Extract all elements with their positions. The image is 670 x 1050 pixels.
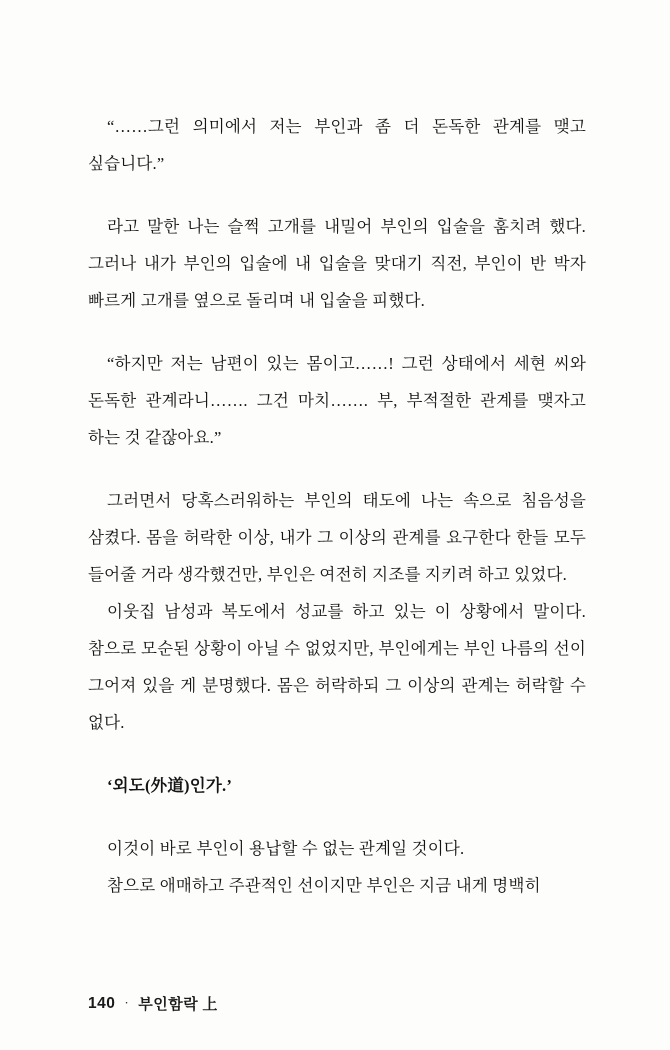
page-body-text (88, 108, 586, 904)
paragraph-inner-monologue: ‘외도(外道)인가.’ (106, 776, 233, 795)
paragraph-narration-5: 참으로 애매하고 주관적인 선이지만 부인은 지금 내게 명백히 (106, 876, 541, 895)
book-title: 부인함락 上 (138, 997, 218, 1013)
paragraph-dialogue-2: “하지만 저는 남편이 있는 몸이고……! 그런 상태에서 세현 씨와 돈독한 관계라니……. 그건 마치……. 부, 부적절한 관계를 맺자고 하는 것 같잖아요.” (88, 354, 586, 447)
page-footer (88, 993, 218, 1014)
paragraph-narration-1: 라고 말한 나는 슬쩍 고개를 내밀어 부인의 입술을 훔치려 했다. 그러나 내가 부인의 입술에 내 입술을 맞대기 직전, 부인이 반 박자 빠르게 고개를 옆으로 돌리며 내 입술을 피했다. (88, 217, 586, 310)
page-number: 140 (88, 994, 116, 1012)
footer-separator: · (124, 995, 130, 1010)
paragraph-narration-2: 그러면서 당혹스러워하는 부인의 태도에 나는 속으로 침음성을 삼켰다. 몸을 허락한 이상, 내가 그 이상의 관계를 요구한다 한들 모두 들어줄 거라 생각했건만, 부인은 여전히 지조를 지키려 하고 있었다. (88, 491, 586, 584)
paragraph-dialogue-1: “……그런 의미에서 저는 부인과 좀 더 돈독한 관계를 맺고 싶습니다.” (88, 117, 586, 173)
paragraph-narration-4: 이것이 바로 부인이 용납할 수 없는 관계일 것이다. (106, 839, 465, 858)
paragraph-narration-3: 이웃집 남성과 복도에서 성교를 하고 있는 이 상황에서 말이다. 참으로 모순된 상황이 아닐 수 없었지만, 부인에게는 부인 나름의 선이 그어져 있을 게 분명했다. 몸은 허락하되 그 이상의 관계는 허락할 수 없다. (88, 602, 586, 732)
